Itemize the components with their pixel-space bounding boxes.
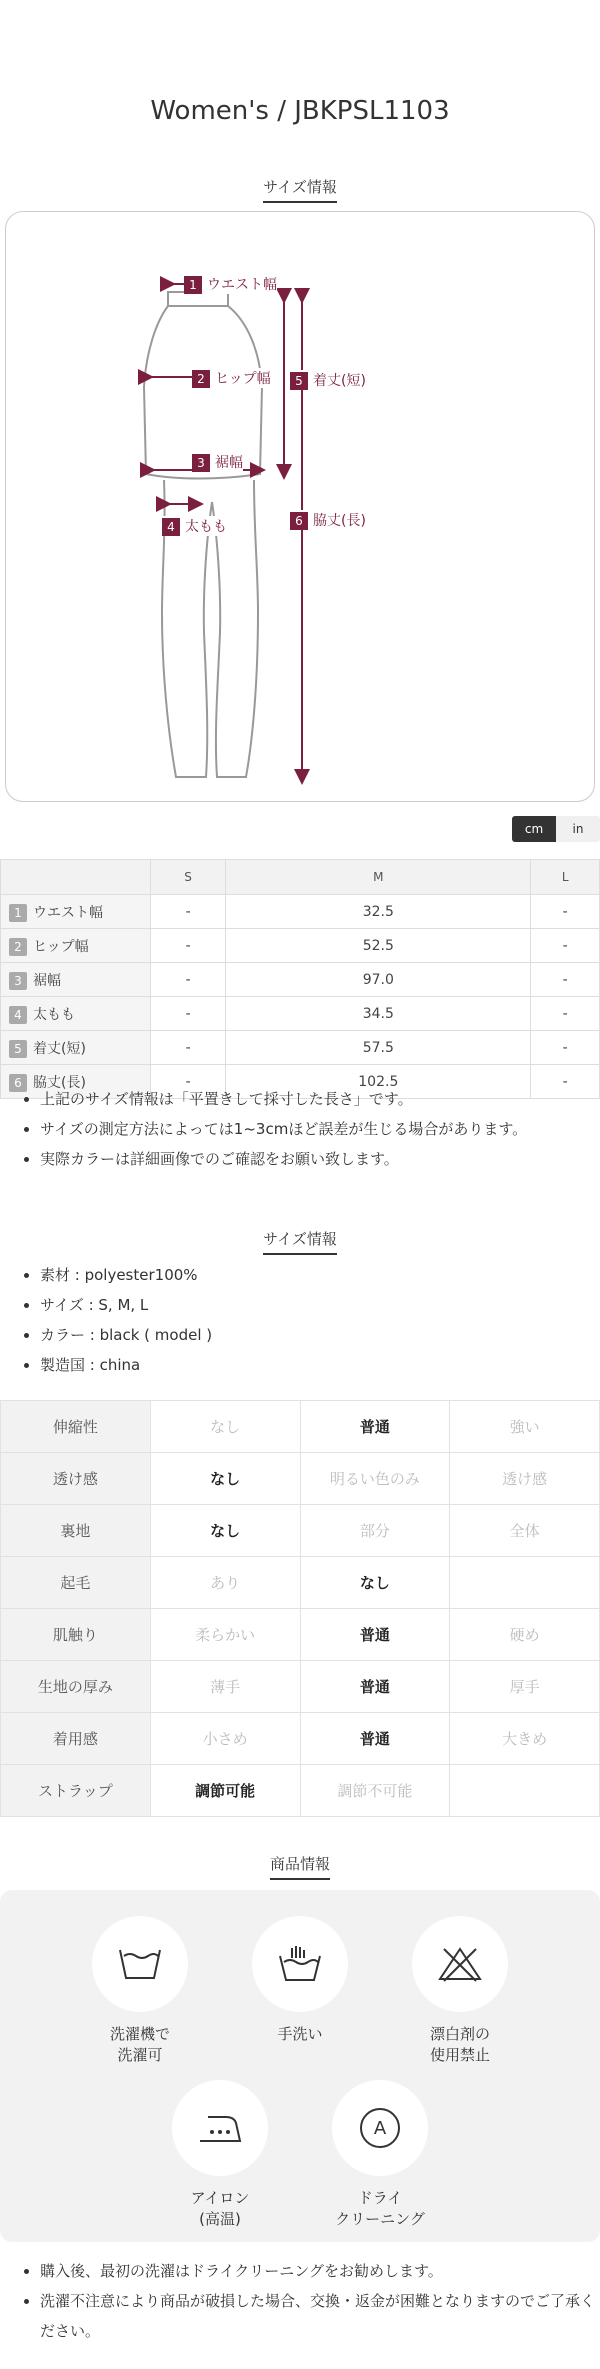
attribute-option: あり [150,1557,300,1609]
info-item: • 製造国 : china [40,1350,600,1380]
size-table-row [1,895,600,929]
size-row-number: 6 [9,1074,27,1092]
size-table-row [1,963,600,997]
attribute-label: 伸縮性 [1,1401,151,1453]
iron-high-icon [196,2111,244,2145]
diagram-label-2: 2 ヒップ幅 [192,368,271,388]
no-bleach-icon [438,1945,482,1983]
attribute-option: 強い [450,1401,600,1453]
attribute-row [1,1401,600,1453]
unit-in-button[interactable]: in [556,816,600,842]
size-cell: 102.5 [226,1065,531,1099]
attribute-option-selected: 調節可能 [150,1765,300,1817]
size-cell: - [151,963,226,997]
size-cell: - [151,1065,226,1099]
care-hand-wash: 手洗い [235,1916,365,2045]
diagram-label-6: 6 脇丈(長) [290,510,366,530]
attribute-option: 明るい色のみ [300,1453,450,1505]
attribute-option-selected: 普通 [300,1401,450,1453]
care-note: • 洗濯不注意により商品が破損した場合、交換・返金が困難となりますのでご了承ください。 [40,2286,600,2346]
diagram-label-5: 5 着丈(短) [290,370,366,390]
care-note: • 購入後、最初の洗濯はドライクリーニングをお勧めします。 [40,2256,600,2286]
unit-cm-button[interactable]: cm [512,816,556,842]
info-item: • サイズ : S, M, L [40,1290,600,1320]
attribute-row [1,1505,600,1557]
attribute-option: 硬め [450,1609,600,1661]
attribute-label: ストラップ [1,1765,151,1817]
size-cell: - [531,929,600,963]
size-table-row [1,1031,600,1065]
care-dry-clean: A ドライ クリーニング [315,2080,445,2230]
size-diagram [5,211,595,802]
washing-machine-icon [118,1946,162,1982]
attribute-option: 部分 [300,1505,450,1557]
attribute-row [1,1453,600,1505]
size-cell: 57.5 [226,1031,531,1065]
size-row-label-text: 太もも [33,1006,75,1023]
diagram-label-3: 3 裾幅 [192,452,243,472]
header-blank [1,860,151,895]
attribute-row [1,1557,600,1609]
size-row-label [1,963,151,997]
product-info-list [0,1260,600,1380]
diagram-label-4: 4 太もも [162,516,227,536]
size-cell: 97.0 [226,963,531,997]
size-cell: 52.5 [226,929,531,963]
size-cell: - [151,1031,226,1065]
size-notes [0,1084,600,1174]
attribute-option: 全体 [450,1505,600,1557]
attribute-option: 大きめ [450,1713,600,1765]
header-l: L [531,860,600,895]
size-table-row [1,929,600,963]
attribute-row [1,1765,600,1817]
attribute-label: 着用感 [1,1713,151,1765]
attribute-option-selected: なし [150,1453,300,1505]
size-row-number: 5 [9,1040,27,1058]
size-row-label-text: 着丈(短) [33,1040,86,1057]
attribute-row [1,1609,600,1661]
care-iron-high: アイロン (高温) [155,2080,285,2230]
attribute-option-selected: 普通 [300,1609,450,1661]
size-row-number: 2 [9,938,27,956]
size-cell: - [531,1065,600,1099]
size-table-header [1,860,600,895]
hand-wash-icon [276,1944,324,1984]
size-section-heading: サイズ情報 [0,176,600,203]
info-item: • カラー : black ( model ) [40,1320,600,1350]
size-cell: - [531,963,600,997]
size-row-number: 4 [9,1006,27,1024]
attribute-label: 生地の厚み [1,1661,151,1713]
size-row-label-text: ウエスト幅 [33,904,103,921]
attribute-option: 透け感 [450,1453,600,1505]
attribute-option [450,1765,600,1817]
size-table-row [1,997,600,1031]
size-note: • サイズの測定方法によっては1~3cmほど誤差が生じる場合があります。 [40,1114,600,1144]
attribute-option: 小さめ [150,1713,300,1765]
attribute-option-selected: なし [300,1557,450,1609]
size-cell: - [151,997,226,1031]
size-table [0,859,600,1099]
size-row-label-text: 裾幅 [33,972,61,989]
size-note: • 実際カラーは詳細画像でのご確認をお願い致します。 [40,1144,600,1174]
size-cell: - [531,1031,600,1065]
attribute-option: 薄手 [150,1661,300,1713]
page-title: Women's / JBKPSL1103 [150,96,450,126]
size-row-label [1,1031,151,1065]
care-instructions [0,1890,600,2242]
info-section-heading: サイズ情報 [0,1228,600,1255]
size-cell: 32.5 [226,895,531,929]
header-m: M [226,860,531,895]
unit-toggle [512,816,600,842]
size-row-label [1,895,151,929]
attribute-label: 裏地 [1,1505,151,1557]
attribute-label: 透け感 [1,1453,151,1505]
size-cell: - [531,895,600,929]
attribute-option-selected: 普通 [300,1713,450,1765]
attribute-option [450,1557,600,1609]
care-no-bleach: 漂白剤の 使用禁止 [395,1916,525,2066]
size-cell: - [151,895,226,929]
size-cell: - [151,929,226,963]
product-section-heading: 商品情報 [0,1853,600,1880]
size-row-label-text: 脇丈(長) [33,1074,86,1091]
size-cell: 34.5 [226,997,531,1031]
attribute-table [0,1400,600,1817]
attribute-row [1,1713,600,1765]
info-item: • 素材 : polyester100% [40,1260,600,1290]
attribute-option: 厚手 [450,1661,600,1713]
attribute-option-selected: なし [150,1505,300,1557]
attribute-label: 起毛 [1,1557,151,1609]
header-s: S [151,860,226,895]
size-row-label [1,929,151,963]
care-notes [0,2256,600,2346]
size-row-number: 1 [9,904,27,922]
leggings-skirt-illustration [6,212,594,801]
attribute-option: 柔らかい [150,1609,300,1661]
size-row-label-text: ヒップ幅 [33,938,89,955]
attribute-option: なし [150,1401,300,1453]
size-note: • 上記のサイズ情報は「平置きして採寸した長さ」です。 [40,1084,600,1114]
care-washing-machine: 洗濯機で 洗濯可 [75,1916,205,2066]
attribute-row [1,1661,600,1713]
dry-clean-icon: A [360,2108,400,2148]
size-cell: - [531,997,600,1031]
size-row-number: 3 [9,972,27,990]
size-row-label [1,997,151,1031]
attribute-label: 肌触り [1,1609,151,1661]
attribute-option-selected: 普通 [300,1661,450,1713]
attribute-option: 調節不可能 [300,1765,450,1817]
diagram-label-1: 1 ウエスト幅 [184,274,277,294]
